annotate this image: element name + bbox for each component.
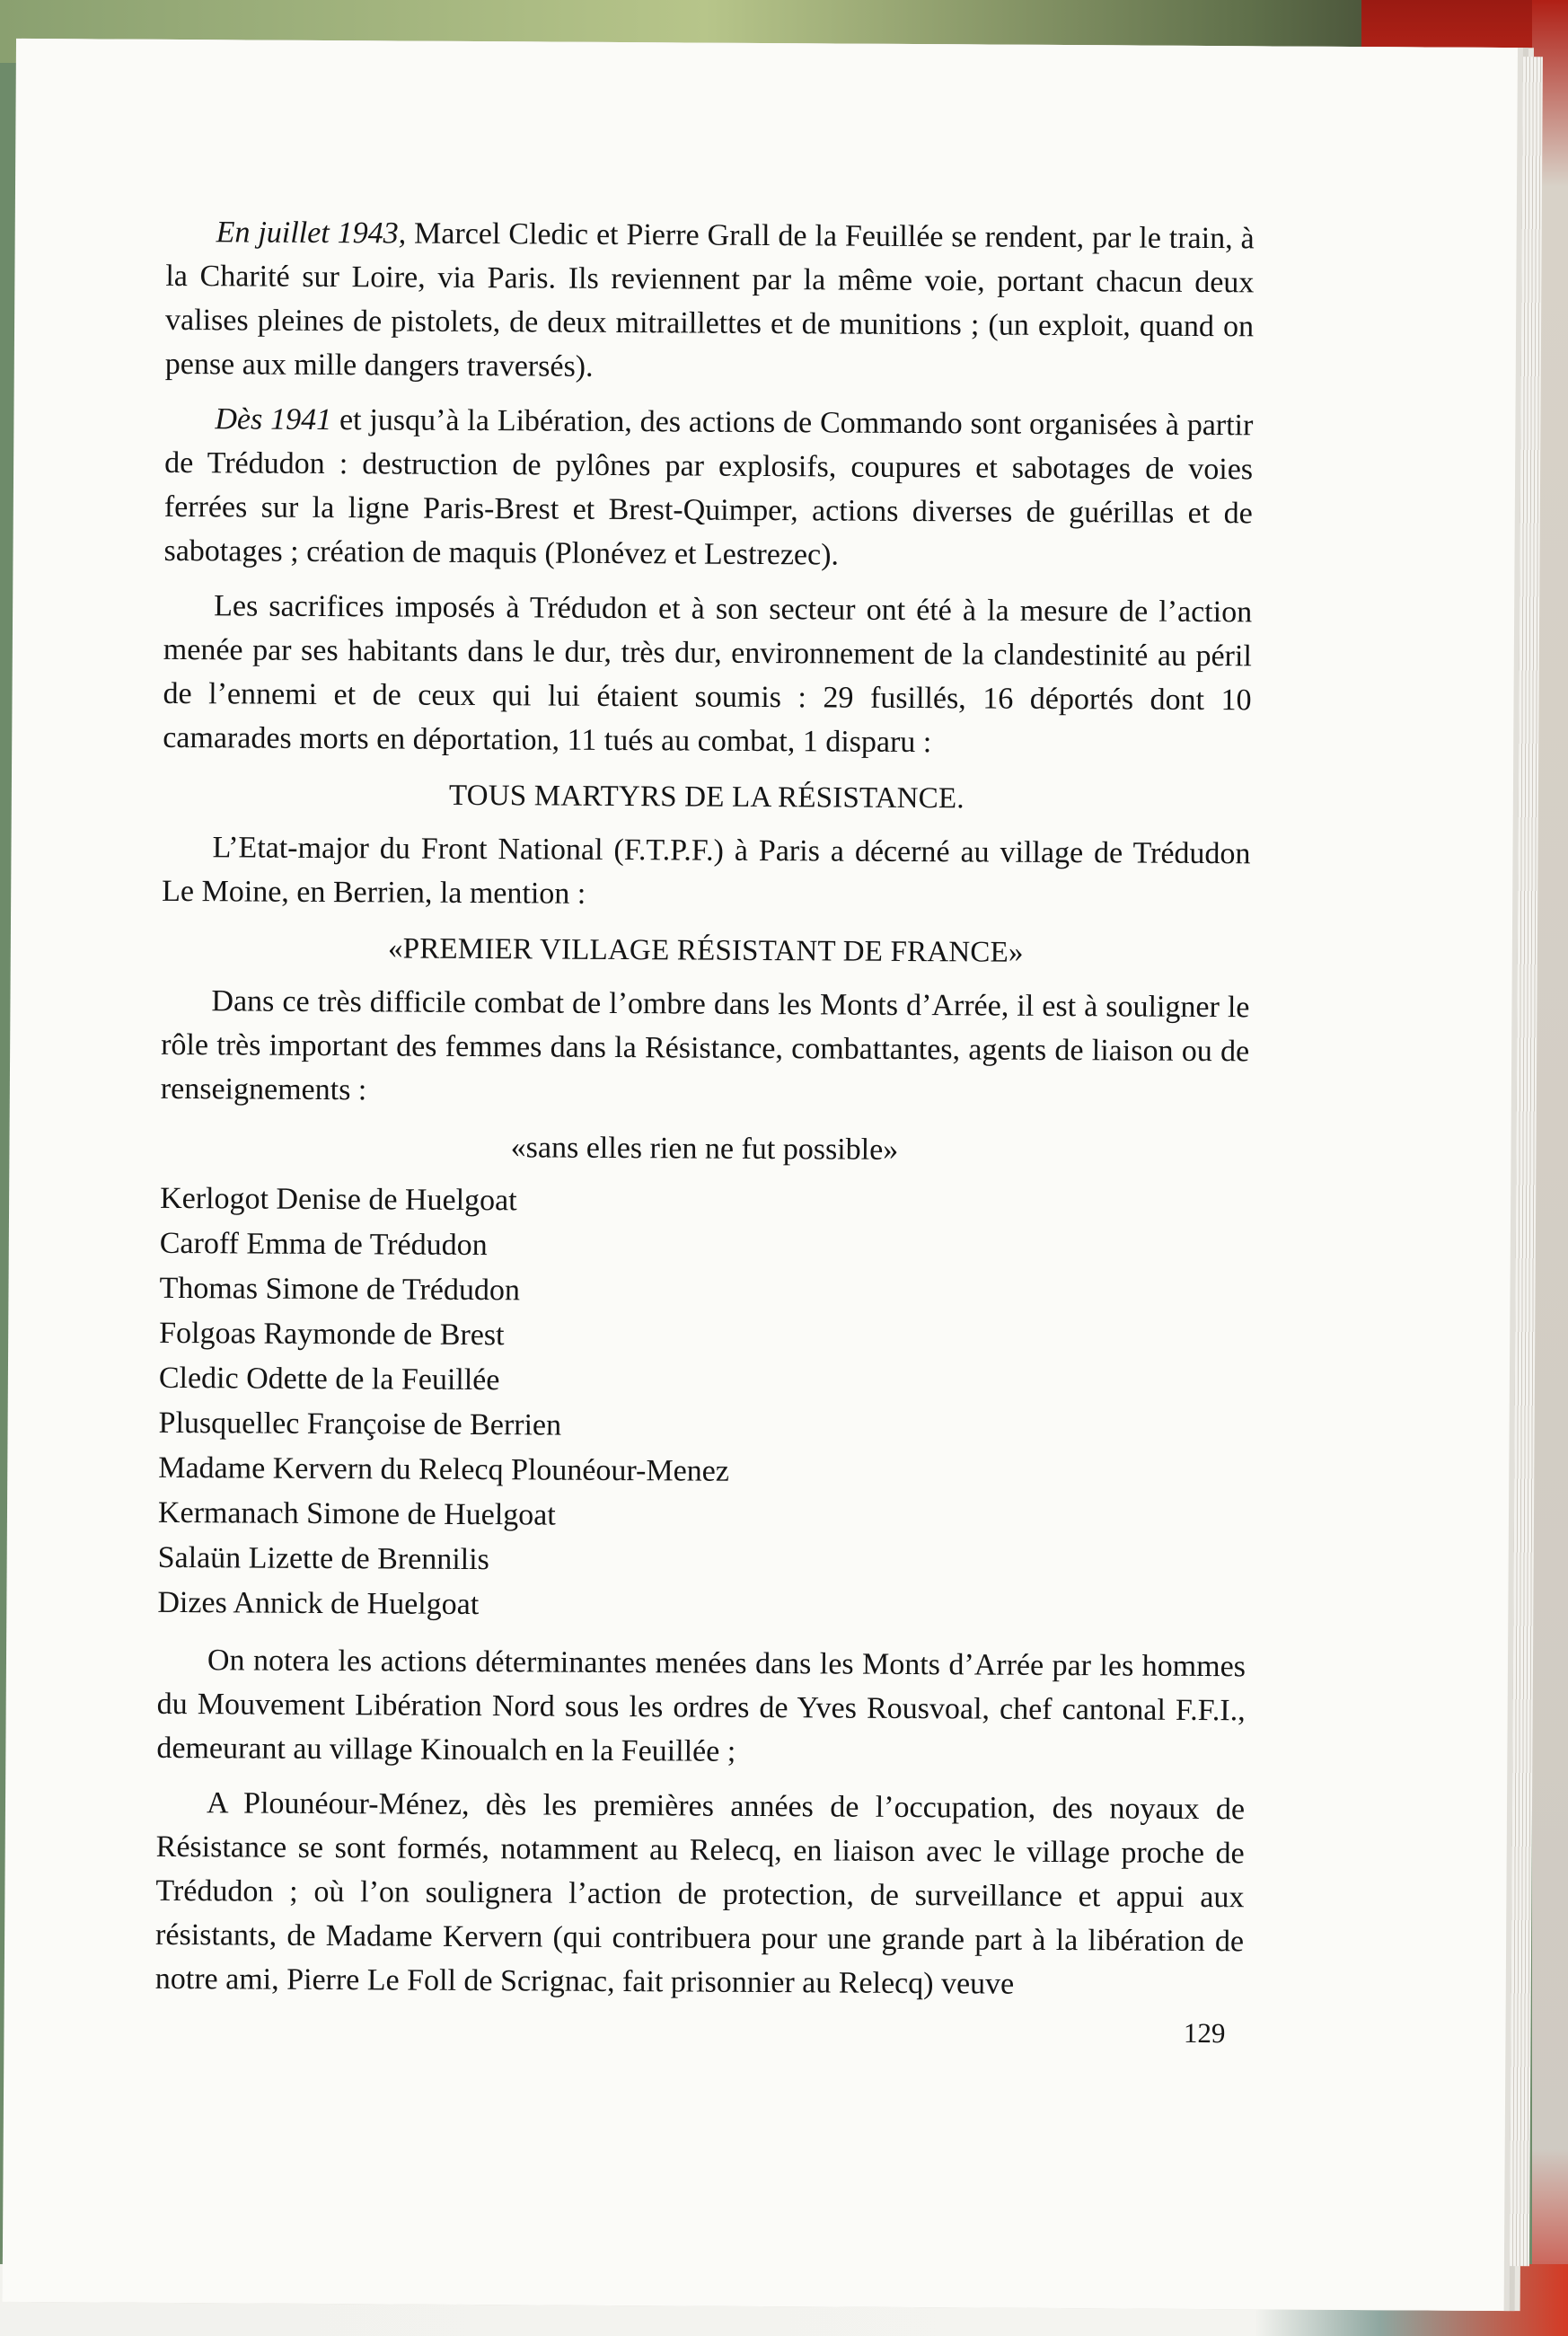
paragraph-1-lead: En juillet 1943, [216, 216, 407, 251]
paragraph-2 [163, 397, 1253, 579]
paragraph-3: Les sacrifices imposés à Trédudon et à son secteur ont été à la mesure de l’action menée par ses habitants dans le dur, très dur, environnement de la clandestinité au péril de l’ennemi et de ceux qui lui étaient soumis : 29 fusillés, 16 déportés dont 10 camarades morts en déportation, 11 tués au combat, 1 disparu : [163, 589, 1253, 760]
names-list [157, 1177, 1248, 1632]
page-number: 129 [1183, 2016, 1226, 2050]
paragraph-1 [165, 210, 1255, 392]
paragraph-4: L’Etat-major du Front National (F.T.P.F.) à Paris a décerné au village de Trédudon Le Moine, en Berrien, la mention : [162, 831, 1251, 911]
list-item: Kerlogot Denise de Huelgoat [160, 1181, 517, 1218]
list-item: Thomas Simone de Trédudon [159, 1271, 521, 1308]
paragraph-7: A Plounéour-Ménez, dès les premières années de l’occupation, des noyaux de Résistance se sont formés, notamment au Relecq, en liaison avec le village proche de Trédudon ; où l’on soulignera l’action de protection, de surveillance et appui aux résistants, de Madame Kervern (qui contribuera pour une grande part à la libération de notre ami, Pierre Le Foll de Scrignac, fait prisonnier au Relecq) veuve [154, 1786, 1246, 2001]
list-item: Folgoas Raymonde de Brest [159, 1316, 505, 1353]
paragraph-2-lead: Dès 1941 [215, 402, 332, 437]
list-item: Dizes Annick de Huelgoat [157, 1585, 480, 1622]
paragraph-1-text: Marcel Cledic et Pierre Grall de la Feuillée se rendent, par le train, à la Charité sur Loire, via Paris. Ils reviennent par la même voie, portant chacun deux valises pleines de pistolets, de deux mitraillettes et de munitions ; (un exploit, quand on pense aux mille dangers traversés). [164, 216, 1255, 383]
heading-martyrs: TOUS MARTYRS DE LA RÉSISTANCE. [448, 779, 965, 815]
heading-premier-village: «PREMIER VILLAGE RÉSISTANT DE FRANCE» [387, 932, 1024, 969]
list-item: Madame Kervern du Relecq Plounéour-Menez [158, 1450, 730, 1488]
book-page [3, 39, 1518, 2311]
quote-line: «sans elles rien ne fut possible» [510, 1131, 899, 1167]
paragraph-6: On notera les actions déterminantes menées dans les Monts d’Arrée par les hommes du Mouvement Libération Nord sous les ordres de Yves Rousvoal, chef cantonal F.F.I., demeurant au village Kinoualch en la Feuillée ; [156, 1644, 1246, 1768]
paragraph-2-text: et jusqu’à la Libération, des actions de Commando sont organisées à partir de Trédudon : destruction de pylônes par explosifs, coupures et sabotages de voies ferrées sur la ligne Paris-Brest et Brest-Quimper, actions diverses de guérillas et de sabotages ; création de maquis (Plonévez et Lestrezec). [163, 403, 1254, 572]
list-item: Cledic Odette de la Feuillée [158, 1361, 500, 1397]
list-item: Kermanach Simone de Huelgoat [157, 1495, 556, 1532]
page-text [155, 210, 1255, 2018]
list-item: Caroff Emma de Trédudon [159, 1226, 488, 1263]
paragraph-5: Dans ce très difficile combat de l’ombre dans les Monts d’Arrée, il est à souligner le rôle très important des femmes dans la Résistance, combattantes, agents de liaison ou de renseignements : [160, 984, 1250, 1107]
list-item: Plusquellec Françoise de Berrien [158, 1406, 562, 1442]
list-item: Salaün Lizette de Brennilis [157, 1540, 489, 1577]
